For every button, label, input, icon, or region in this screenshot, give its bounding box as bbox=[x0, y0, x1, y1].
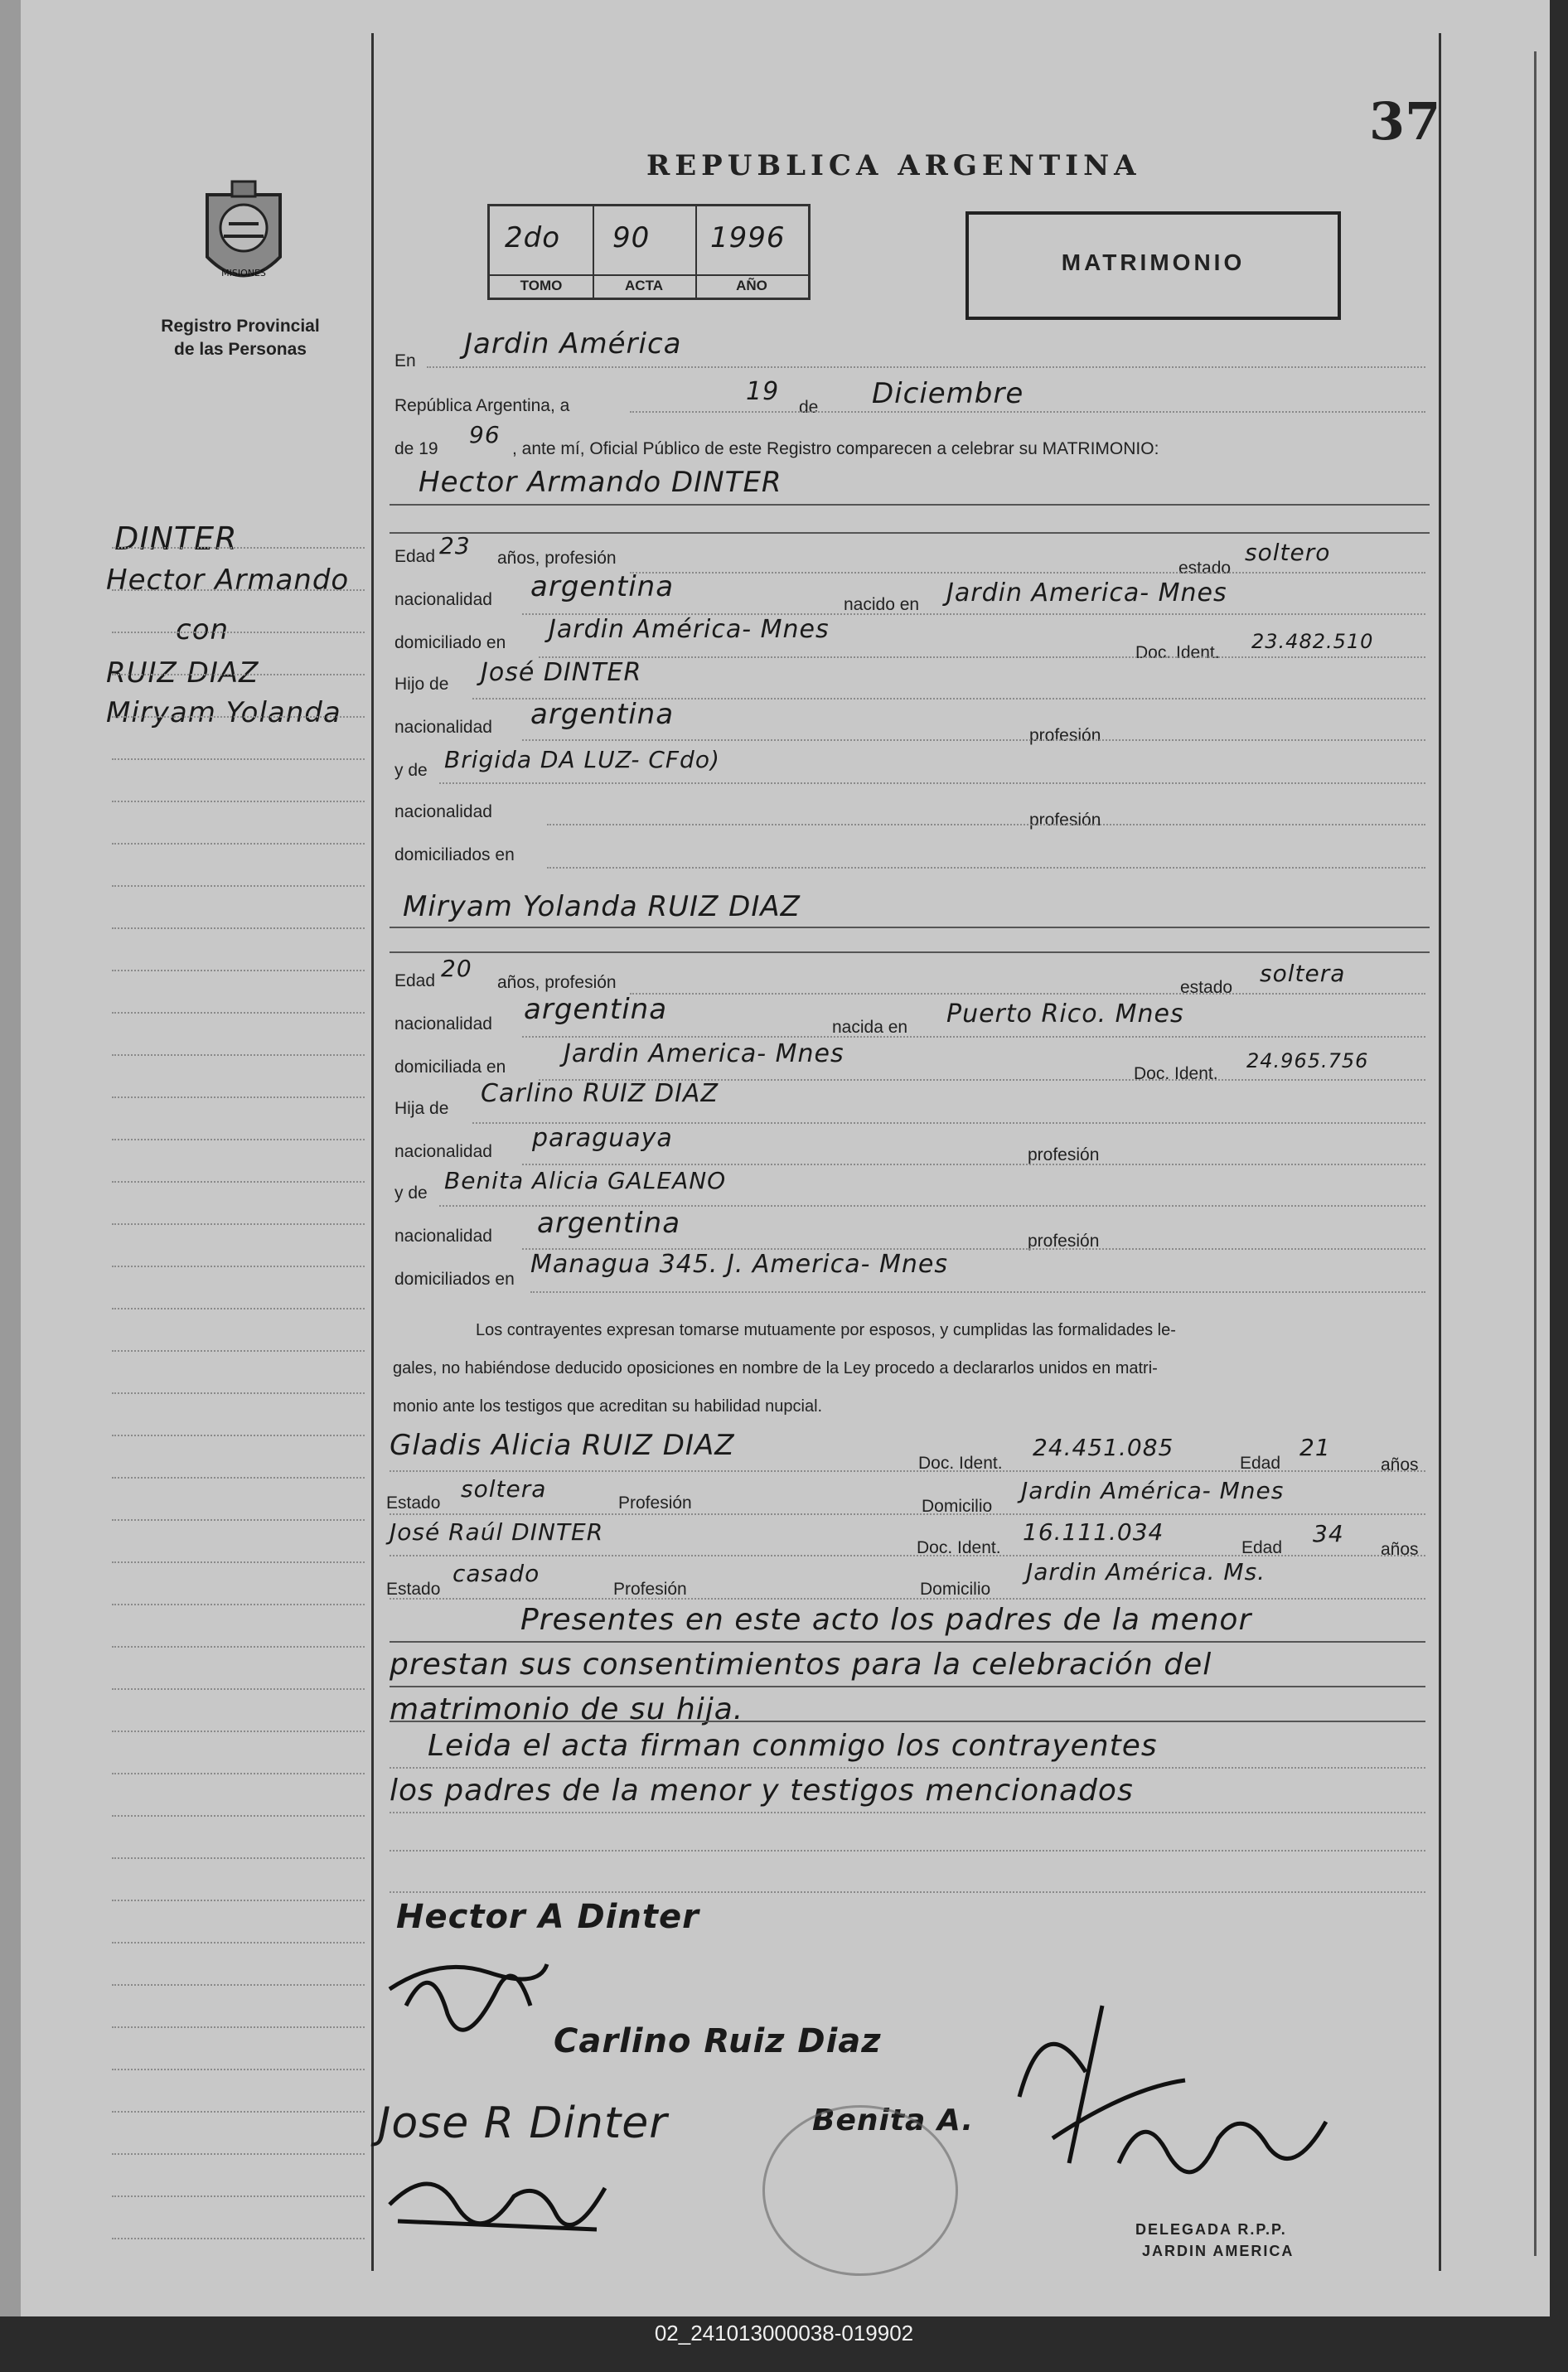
witness2-edad: 34 bbox=[1313, 1520, 1344, 1547]
witness2-edad-label: Edad bbox=[1241, 1538, 1283, 1557]
bride-mother: Benita Alicia GALEANO bbox=[444, 1167, 727, 1194]
ano-label: AÑO bbox=[695, 274, 808, 294]
margin-rule bbox=[112, 1773, 365, 1774]
margin-rule bbox=[112, 2069, 365, 2070]
year-prefix: de 19 bbox=[394, 439, 438, 458]
intro-text: , ante mí, Oficial Público de este Registro comparecen a celebrar su MATRIMONIO: bbox=[512, 439, 1159, 458]
margin-rule bbox=[112, 801, 365, 802]
margin-rule bbox=[112, 1139, 365, 1140]
groom-doms-label: domiciliados en bbox=[394, 845, 515, 864]
note-line-4: Leida el acta firman conmigo los contrayentes bbox=[428, 1729, 1158, 1763]
groom-dom-label: domiciliado en bbox=[394, 633, 506, 652]
bride-nacida-label: nacida en bbox=[832, 1018, 908, 1037]
margin-note-bride-surname: RUIZ DIAZ bbox=[106, 656, 259, 690]
registry-name: Registro Provincial de las Personas bbox=[161, 317, 320, 359]
witness2-estado-label: Estado bbox=[386, 1580, 441, 1599]
groom-nac-label: nacionalidad bbox=[394, 590, 492, 609]
margin-rule bbox=[112, 547, 365, 549]
margin-rule bbox=[112, 2111, 365, 2113]
margin-rule bbox=[112, 716, 365, 718]
groom-father: José DINTER bbox=[481, 658, 642, 687]
groom-father-nac-label: nacionalidad bbox=[394, 718, 492, 737]
signature-witness1-icon bbox=[381, 2155, 622, 2246]
margin-rule bbox=[112, 1646, 365, 1648]
groom-estado: soltero bbox=[1245, 539, 1331, 566]
margin-rule bbox=[112, 2026, 365, 2028]
margin-note-name: Hector Armando bbox=[106, 564, 350, 597]
bride-nac: argentina bbox=[524, 993, 668, 1026]
groom-mother: Brigida DA LUZ- CFdo) bbox=[444, 746, 720, 773]
witness2-prof-label: Profesión bbox=[613, 1580, 687, 1599]
groom-edad: 23 bbox=[439, 532, 471, 559]
bride-edad-label: Edad bbox=[394, 971, 436, 990]
bride-doms: Managua 345. J. America- Mnes bbox=[530, 1250, 948, 1279]
margin-rule bbox=[112, 970, 365, 971]
bride-estado: soltera bbox=[1260, 960, 1346, 987]
margin-rule bbox=[112, 1392, 365, 1394]
margin-rule bbox=[112, 1435, 365, 1436]
signature-bride-icon bbox=[373, 1939, 564, 2055]
official-stamp-line-1: DELEGADA R.P.P. bbox=[1135, 2221, 1287, 2238]
witness1-dom: Jardin América- Mnes bbox=[1021, 1477, 1285, 1504]
signature-witness2: Jose R Dinter bbox=[378, 2098, 668, 2148]
bride-father-nac: paraguaya bbox=[532, 1124, 673, 1153]
margin-rule bbox=[112, 758, 365, 760]
witness1-estado-label: Estado bbox=[386, 1493, 441, 1513]
groom-prof-label: años, profesión bbox=[497, 549, 617, 568]
groom-hijo-label: Hijo de bbox=[394, 675, 449, 694]
margin-rule bbox=[112, 2238, 365, 2239]
bride-doc: 24.965.756 bbox=[1246, 1049, 1369, 1072]
note-line-2: prestan sus consentimientos para la celebración del bbox=[390, 1648, 1212, 1682]
margin-rule bbox=[112, 1561, 365, 1563]
bride-mother-nac: argentina bbox=[537, 1207, 681, 1240]
margin-rule bbox=[112, 1984, 365, 1986]
signature-bride-mother: Benita A. bbox=[812, 2103, 975, 2137]
country-title: REPUBLICA ARGENTINA bbox=[646, 149, 1141, 182]
margin-rule bbox=[112, 674, 365, 675]
tomo-value: 2do bbox=[505, 221, 561, 254]
margin-rule bbox=[112, 2153, 365, 2155]
margin-rule bbox=[112, 1688, 365, 1690]
republica-label: República Argentina, a bbox=[394, 396, 570, 415]
margin-rule bbox=[112, 632, 365, 633]
bride-father-nac-label: nacionalidad bbox=[394, 1142, 492, 1161]
margin-rule bbox=[112, 1223, 365, 1225]
witness2-doc-label: Doc. Ident. bbox=[917, 1538, 1001, 1557]
bride-mother-prof-label: profesión bbox=[1028, 1232, 1100, 1251]
round-stamp-icon bbox=[762, 2105, 958, 2276]
statement-line-1: Los contrayentes expresan tomarse mutuamente por esposos, y cumplidas las formalidades le- bbox=[476, 1321, 1176, 1339]
margin-rule bbox=[112, 1477, 365, 1479]
witness1-dom-label: Domicilio bbox=[922, 1497, 993, 1516]
groom-father-nac: argentina bbox=[530, 698, 675, 731]
margin-rule bbox=[112, 1308, 365, 1309]
groom-doc: 23.482.510 bbox=[1251, 630, 1374, 653]
groom-nacido: Jardin America- Mnes bbox=[946, 578, 1227, 608]
margin-rule bbox=[112, 1519, 365, 1521]
bride-dom-label: domiciliada en bbox=[394, 1058, 506, 1077]
groom-mother-prof-label: profesión bbox=[1029, 811, 1101, 830]
witness1-edad: 21 bbox=[1299, 1434, 1331, 1461]
witness1-estado: soltera bbox=[461, 1475, 547, 1503]
witness1-doc: 24.451.085 bbox=[1033, 1434, 1174, 1461]
statement-line-3: monio ante los testigos que acreditan su habilidad nupcial. bbox=[393, 1397, 823, 1416]
note-line-1: Presentes en este acto los padres de la menor bbox=[520, 1603, 1252, 1637]
signature-groom: Hector A Dinter bbox=[396, 1898, 699, 1936]
groom-yde-label: y de bbox=[394, 761, 428, 780]
bride-prof-label: años, profesión bbox=[497, 973, 617, 992]
margin-rule bbox=[112, 1266, 365, 1267]
witness1-edad-label: Edad bbox=[1240, 1454, 1281, 1473]
tomo-acta-ano-box bbox=[487, 204, 811, 300]
en-label: En bbox=[394, 351, 416, 370]
margin-rule bbox=[112, 927, 365, 929]
ano-value: 1996 bbox=[710, 221, 786, 254]
margin-rule bbox=[112, 1857, 365, 1859]
groom-nacido-label: nacido en bbox=[844, 595, 920, 614]
image-identifier: 02_241013000038-019902 bbox=[654, 2321, 914, 2345]
margin-rule bbox=[112, 885, 365, 887]
margin-rule bbox=[112, 1012, 365, 1014]
witness1-doc-label: Doc. Ident. bbox=[918, 1454, 1003, 1473]
margin-rule bbox=[112, 2195, 365, 2197]
acta-label: ACTA bbox=[593, 274, 695, 294]
document-type-box bbox=[965, 211, 1341, 320]
bride-mother-nac-label: nacionalidad bbox=[394, 1227, 492, 1246]
witness2-name: José Raúl DINTER bbox=[390, 1518, 604, 1546]
witness2-dom: Jardin América. Ms. bbox=[1026, 1558, 1266, 1585]
bride-nacida: Puerto Rico. Mnes bbox=[946, 1000, 1184, 1029]
groom-dom: Jardin América- Mnes bbox=[549, 615, 830, 644]
margin-rule bbox=[112, 1350, 365, 1352]
groom-edad-label: Edad bbox=[394, 547, 436, 566]
groom-mother-nac-label: nacionalidad bbox=[394, 802, 492, 821]
margin-rule bbox=[112, 1815, 365, 1817]
witness1-name: Gladis Alicia RUIZ DIAZ bbox=[390, 1429, 735, 1462]
margin-rule bbox=[112, 1942, 365, 1944]
note-line-5: los padres de la menor y testigos mencionados bbox=[390, 1774, 1134, 1808]
bride-yde-label: y de bbox=[394, 1184, 428, 1203]
groom-estado-label: estado bbox=[1178, 559, 1232, 578]
left-margin-column bbox=[21, 33, 369, 2271]
margin-rule bbox=[112, 1054, 365, 1056]
witness1-anos-label: años bbox=[1381, 1455, 1419, 1474]
margin-rule bbox=[112, 1604, 365, 1605]
provincial-seal-icon bbox=[191, 178, 297, 294]
margin-rule bbox=[112, 1900, 365, 1901]
groom-doc-label: Doc. Ident. bbox=[1135, 643, 1220, 662]
de-label: de bbox=[799, 398, 819, 417]
acta-value: 90 bbox=[612, 221, 651, 254]
bride-doc-label: Doc. Ident. bbox=[1134, 1064, 1218, 1083]
witness2-dom-label: Domicilio bbox=[920, 1580, 991, 1599]
margin-rule bbox=[112, 1181, 365, 1183]
place-value: Jardin América bbox=[464, 327, 682, 361]
groom-nac: argentina bbox=[530, 570, 675, 603]
month-value: Diciembre bbox=[872, 377, 1024, 410]
margin-rule bbox=[112, 1731, 365, 1732]
witness1-prof-label: Profesión bbox=[618, 1493, 692, 1513]
page-number: 37 bbox=[1369, 91, 1441, 152]
official-stamp-line-2: JARDIN AMERICA bbox=[1142, 2243, 1295, 2259]
witness2-anos-label: años bbox=[1381, 1540, 1419, 1559]
margin-rule bbox=[112, 589, 365, 591]
witness2-estado: casado bbox=[452, 1560, 540, 1587]
bride-hija-label: Hija de bbox=[394, 1099, 449, 1118]
day-value: 19 bbox=[746, 377, 780, 406]
bride-edad: 20 bbox=[441, 955, 472, 982]
margin-rule bbox=[112, 843, 365, 845]
bride-dom: Jardin America- Mnes bbox=[564, 1039, 844, 1068]
statement-line-2: gales, no habiéndose deducido oposiciones en nombre de la Ley procedo a declararlos unidos en matri- bbox=[393, 1359, 1158, 1377]
groom-father-prof-label: profesión bbox=[1029, 726, 1101, 745]
bride-father-prof-label: profesión bbox=[1028, 1145, 1100, 1164]
signature-bride-father: Carlino Ruiz Diaz bbox=[554, 2022, 882, 2060]
bride-nac-label: nacionalidad bbox=[394, 1014, 492, 1034]
bride-father: Carlino RUIZ DIAZ bbox=[481, 1079, 719, 1108]
year-suffix: 96 bbox=[469, 421, 501, 448]
tomo-label: TOMO bbox=[490, 274, 593, 294]
groom-name: Hector Armando DINTER bbox=[419, 466, 782, 499]
sheet-right-border bbox=[1436, 51, 1537, 2256]
witness2-doc: 16.111.034 bbox=[1023, 1518, 1164, 1546]
bride-doms-label: domiciliados en bbox=[394, 1270, 515, 1289]
document-type: MATRIMONIO bbox=[1061, 249, 1246, 275]
margin-note-con: con bbox=[176, 613, 230, 646]
bride-name: Miryam Yolanda RUIZ DIAZ bbox=[403, 890, 801, 923]
svg-text:MISIONES: MISIONES bbox=[221, 268, 266, 278]
bride-estado-label: estado bbox=[1180, 978, 1233, 997]
note-line-3: matrimonio de su hija. bbox=[390, 1692, 744, 1726]
signature-official-icon bbox=[1111, 2097, 1343, 2196]
margin-rule bbox=[112, 1096, 365, 1098]
margin-note-bride-name: Miryam Yolanda bbox=[106, 696, 341, 729]
margin-note-surname: DINTER bbox=[114, 520, 238, 557]
